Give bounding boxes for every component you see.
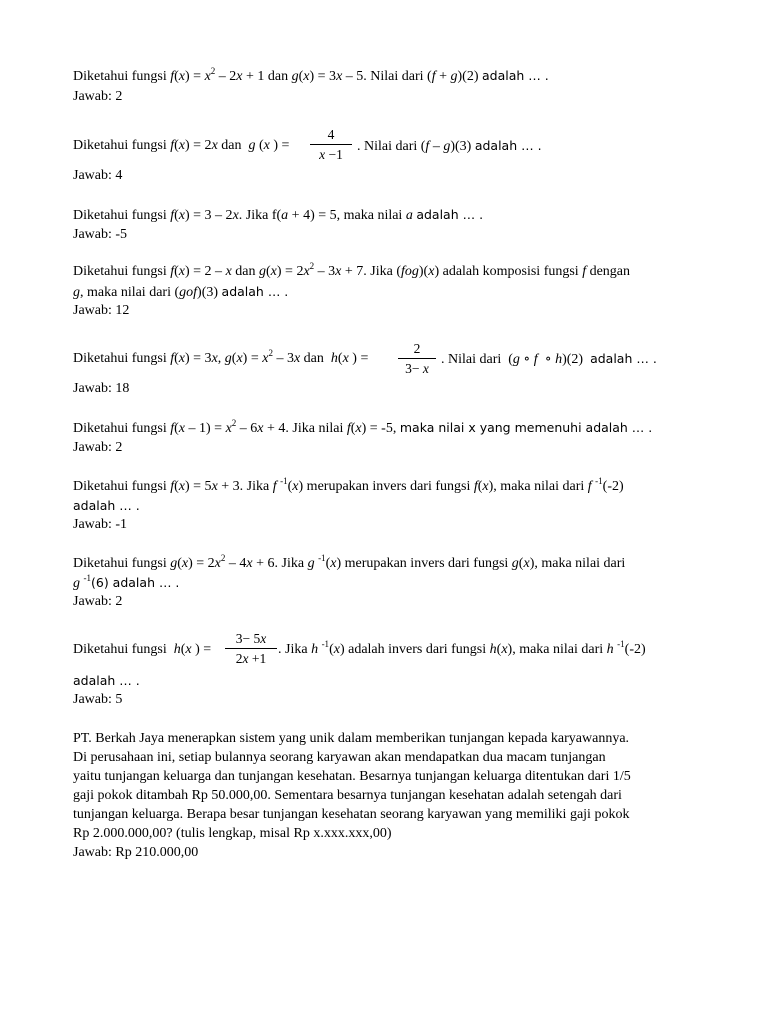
fraction-denominator: 2x +1 xyxy=(235,651,267,666)
question-4-line-2: g, maka nilai dari (gof)(3) adalah … . xyxy=(73,284,289,300)
question-2-fraction xyxy=(310,127,352,163)
question-2-answer: Jawab: 4 xyxy=(73,168,123,183)
question-8-line-1: Diketahui fungsi $g(x) = 2x^2 - 4x + 6$. Jika g $^{-1}$(x) merupakan invers dari fungsi g(x), maka nilai dari xyxy=(73,553,626,571)
question-2-text: Diketahui fungsi f(x) = 2x dan g (x ) = xyxy=(73,138,290,153)
question-9-text-end: . Jika h $^{-1}$(x) adalah invers dari fungsi h(x), maka nilai dari h $^{-1}$(-2) xyxy=(278,639,646,657)
paragraph-line: Rp 2.000.000,00? (tulis lengkap, misal Rp x.xxx.xxx,00) xyxy=(73,826,392,841)
question-8-answer: Jawab: 2 xyxy=(73,594,123,609)
question-3-text: Diketahui fungsi f(x) = 3 – 2x. Jika f(a + 4) = 5, maka nilai a adalah … . xyxy=(73,207,484,223)
question-4-line-1: Diketahui fungsi f(x) = 2 – x dan $g(x) = 2x^2 - 3x + 7$. Jika (fog)(x) adalah komposisi fungsi f dengan xyxy=(73,261,631,279)
question-8-line-2: g $^{-1}$(6) adalah … . xyxy=(73,573,180,591)
question-3-answer: Jawab: -5 xyxy=(73,227,128,242)
question-5-fraction xyxy=(398,341,436,377)
question-6-answer: Jawab: 2 xyxy=(73,440,123,455)
fraction-numerator: 2 xyxy=(413,341,421,356)
question-9-text: Diketahui fungsi h(x ) = xyxy=(73,642,212,657)
paragraph-line: Di perusahaan ini, setiap bulannya seorang karyawan akan mendapatkan dua macam tunjangan xyxy=(73,750,606,765)
question-5-text: Diketahui fungsi f(x) = 3x, $g(x) = x^2 - 3x$ dan h(x ) = xyxy=(73,348,369,366)
fraction-numerator: 4 xyxy=(327,127,335,142)
fraction-numerator: 3− 5x xyxy=(235,631,267,646)
question-9-answer: Jawab: 5 xyxy=(73,692,123,707)
question-6-text: Diketahui fungsi $f(x - 1) = x^2 - 6x + 4$. Jika nilai f(x) = -5, maka nilai x yang memenuhi adalah … . xyxy=(73,418,653,436)
question-4-answer: Jawab: 12 xyxy=(73,303,130,318)
fraction-denominator: 3− x xyxy=(405,361,429,376)
paragraph-line: gaji pokok ditambah Rp 50.000,00. Sementara besarnya tunjangan kesehatan adalah setengah dari xyxy=(73,788,622,803)
question-2-text-end: . Nilai dari (f – g)(3) adalah … . xyxy=(357,138,542,154)
question-1-answer: Jawab: 2 xyxy=(73,89,123,104)
fraction-denominator: x −1 xyxy=(319,147,343,162)
question-10-paragraph xyxy=(73,729,695,862)
paragraph-line: yaitu tunjangan keluarga dan tunjangan kesehatan. Besarnya tunjangan keluarga ditentukan dari 1/5 xyxy=(73,769,631,784)
question-7-answer: Jawab: -1 xyxy=(73,517,128,532)
question-9-line-2: adalah … . xyxy=(73,673,140,688)
question-7-line-1: Diketahui fungsi f(x) = 5x + 3. Jika f $^{-1}$(x) merupakan invers dari fungsi f(x), maka nilai dari f $^{-1}$(-2) xyxy=(73,476,624,494)
question-1-text: Diketahui fungsi $f(x) = x^2 - 2x + 1$ dan g(x) = 3x – 5. Nilai dari (f + g)(2) adalah … . xyxy=(73,66,549,84)
question-5-answer: Jawab: 18 xyxy=(73,381,130,396)
question-7-line-2: adalah … . xyxy=(73,498,140,513)
paragraph-line: tunjangan keluarga. Berapa besar tunjangan kesehatan seorang karyawan yang memiliki gaji pokok xyxy=(73,807,630,822)
paragraph-line: PT. Berkah Jaya menerapkan sistem yang unik dalam memberikan tunjangan kepada karyawannya. xyxy=(73,731,630,746)
question-10-answer: Jawab: Rp 210.000,00 xyxy=(73,845,199,860)
question-5-text-end: . Nilai dari (g ∘ f ∘ h)(2) adalah … . xyxy=(441,351,657,367)
question-9-fraction xyxy=(225,631,277,667)
